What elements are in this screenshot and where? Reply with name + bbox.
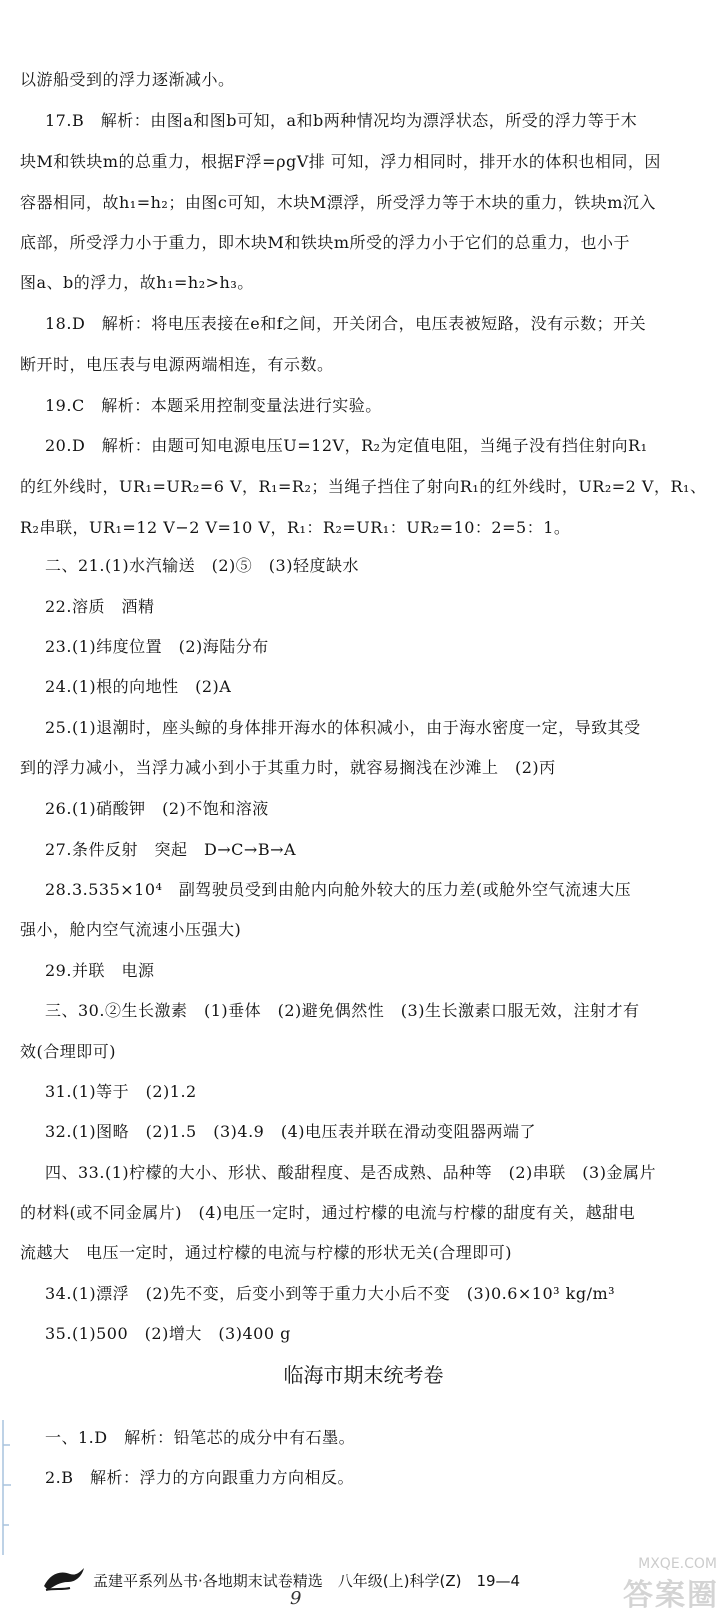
page-footer bbox=[45, 1570, 685, 1592]
answer-17-cont: 底部，所受浮力小于重力，即木块M和铁块m所受的浮力小于它们的总重力，也小于 bbox=[20, 233, 631, 252]
answer-20-cont: R₂串联，UR₁=12 V−2 V=10 V，R₁：R₂=UR₁：UR₂=10：2=5：1。 bbox=[20, 518, 571, 537]
answer-2: 2.B 解析：浮力的方向跟重力方向相反。 bbox=[45, 1468, 355, 1487]
answer-24: 24.(1)根的向地性 (2)A bbox=[45, 677, 232, 696]
answer-18-cont: 断开时，电压表与电源两端相连，有示数。 bbox=[20, 355, 334, 374]
answer-17-cont: 块M和铁块m的总重力，根据F浮=ρgV排 可知，浮力相同时，排开水的体积也相同，因 bbox=[20, 152, 661, 171]
watermark-url: MXQE.COM bbox=[638, 1556, 717, 1572]
answer-17: 17.B 解析：由图a和图b可知，a和b两种情况均为漂浮状态，所受的浮力等于木 bbox=[45, 111, 638, 130]
answer-25: 25.(1)退潮时，座头鲸的身体排开海水的体积减小，由于海水密度一定，导致其受 bbox=[45, 718, 641, 737]
watermark: 答案圈 bbox=[623, 1578, 719, 1613]
answer-1: 一、1.D 解析：铅笔芯的成分中有石墨。 bbox=[45, 1428, 356, 1447]
answer-22: 22.溶质 酒精 bbox=[45, 597, 155, 616]
answer-33: 四、33.(1)柠檬的大小、形状、酸甜程度、是否成熟、品种等 (2)串联 (3)金属片 bbox=[45, 1163, 656, 1182]
section-title: 临海市期末统考卷 bbox=[283, 1363, 444, 1387]
answer-28-cont: 强小，舱内空气流速小压强大) bbox=[20, 920, 242, 939]
footer-text: 孟建平系列丛书·各地期末试卷精选 八年级(上)科学(Z) 19—4 bbox=[93, 1572, 521, 1590]
answer-19: 19.C 解析：本题采用控制变量法进行实验。 bbox=[45, 396, 382, 415]
answer-33-cont: 的材料(或不同金属片) (4)电压一定时，通过柠檬的电流与柠檬的甜度有关，越甜电 bbox=[20, 1203, 636, 1222]
answer-27: 27.条件反射 突起 D→C→B→A bbox=[45, 840, 297, 859]
answer-25-cont: 到的浮力减小，当浮力减小到小于其重力时，就容易搁浅在沙滩上 (2)丙 bbox=[20, 758, 556, 777]
handwritten-page-number: 9 bbox=[290, 1588, 302, 1609]
margin-scribble bbox=[0, 1415, 14, 1565]
answer-17-cont: 容器相同，故h₁=h₂；由图c可知，木块M漂浮，所受浮力等于木块的重力，铁块m沉入 bbox=[20, 193, 656, 212]
answer-line-continuation: 以游船受到的浮力逐渐减小。 bbox=[20, 70, 235, 89]
answer-26: 26.(1)硝酸钾 (2)不饱和溶液 bbox=[45, 799, 269, 818]
answer-33-cont: 流越大 电压一定时，通过柠檬的电流与柠檬的形状无关(合理即可) bbox=[20, 1243, 512, 1262]
bird-logo-icon bbox=[40, 1564, 86, 1594]
answer-21: 二、21.(1)水汽输送 (2)⑤ (3)轻度缺水 bbox=[45, 556, 359, 575]
answer-23: 23.(1)纬度位置 (2)海陆分布 bbox=[45, 637, 269, 656]
answer-18: 18.D 解析：将电压表接在e和f之间，开关闭合，电压表被短路，没有示数；开关 bbox=[45, 314, 647, 333]
answer-17-cont: 图a、b的浮力，故h₁=h₂>h₃。 bbox=[20, 273, 254, 292]
answer-29: 29.并联 电源 bbox=[45, 961, 155, 980]
answer-20: 20.D 解析：由题可知电源电压U=12V，R₂为定值电阻，当绳子没有挡住射向R₁ bbox=[45, 436, 648, 455]
answer-35: 35.(1)500 (2)增大 (3)400 g bbox=[45, 1324, 291, 1343]
answer-34: 34.(1)漂浮 (2)先不变，后变小到等于重力大小后不变 (3)0.6×10³ kg/m³ bbox=[45, 1284, 616, 1303]
answer-28: 28.3.535×10⁴ 副驾驶员受到由舱内向舱外较大的压力差(或舱外空气流速大压 bbox=[45, 880, 632, 899]
answer-20-cont: 的红外线时，UR₁=UR₂=6 V，R₁=R₂；当绳子挡住了射向R₁的红外线时，UR₂=2 V，R₁、 bbox=[20, 477, 707, 496]
answer-32: 32.(1)图略 (2)1.5 (3)4.9 (4)电压表并联在滑动变阻器两端了 bbox=[45, 1122, 536, 1141]
answer-30: 三、30.②生长激素 (1)垂体 (2)避免偶然性 (3)生长激素口服无效，注射才有 bbox=[45, 1001, 640, 1020]
answer-31: 31.(1)等于 (2)1.2 bbox=[45, 1082, 197, 1101]
answer-30-cont: 效(合理即可) bbox=[20, 1042, 116, 1061]
